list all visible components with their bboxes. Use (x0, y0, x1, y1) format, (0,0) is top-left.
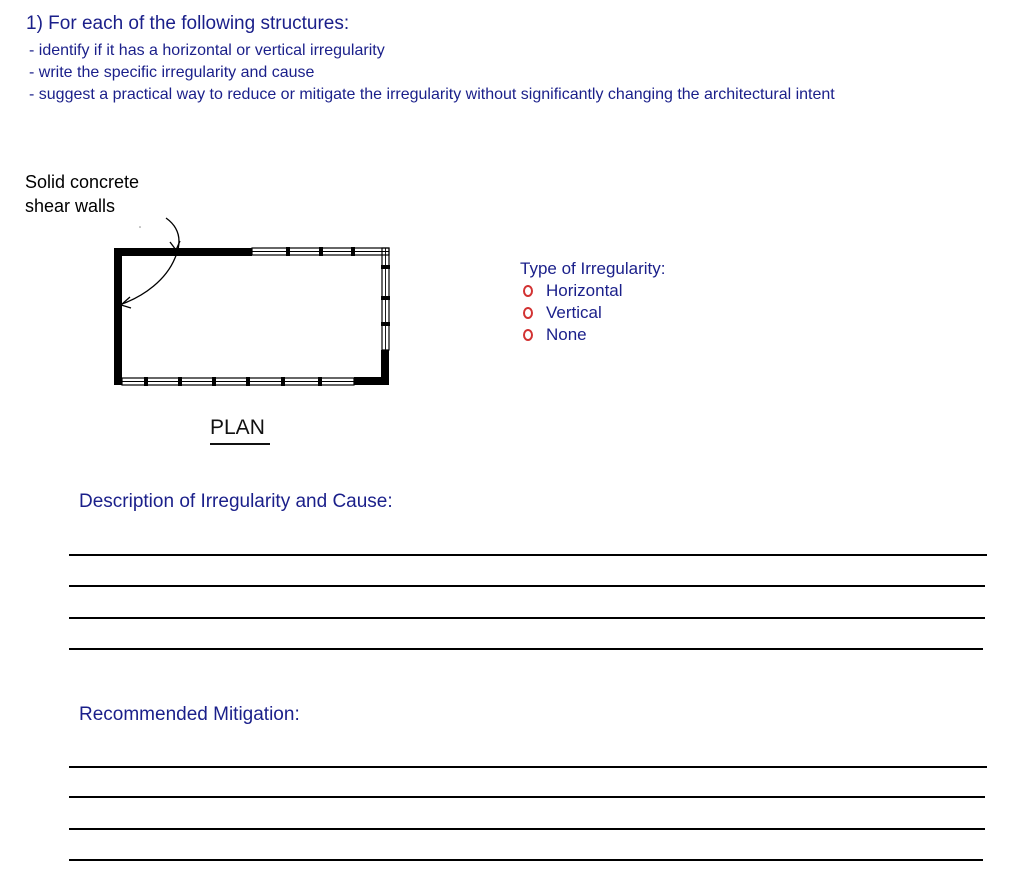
description-label: Description of Irregularity and Cause: (79, 491, 393, 512)
mitigation-line-1[interactable] (69, 742, 987, 768)
radio-vertical[interactable] (523, 307, 533, 319)
description-line-2[interactable] (69, 561, 985, 587)
option-horizontal-label: Horizontal (546, 281, 623, 300)
shear-wall-top (114, 248, 252, 256)
description-line-4[interactable] (69, 624, 983, 650)
frame-wall-right (381, 248, 390, 350)
mitigation-line-4[interactable] (69, 835, 983, 861)
mitigation-label: Recommended Mitigation: (79, 704, 300, 725)
shear-wall-left (114, 248, 122, 385)
option-vertical-label: Vertical (546, 303, 602, 322)
description-line-1[interactable] (69, 530, 987, 556)
shear-wall-bottom-right (354, 377, 389, 385)
frame-wall-bottom (122, 377, 354, 386)
option-none[interactable] (520, 324, 666, 346)
instruction-item: - suggest a practical way to reduce or mitigate the irregularity without significantly changing the architectural intent (29, 86, 835, 103)
question-title: 1) For each of the following structures: (26, 13, 350, 34)
instruction-item: - write the specific irregularity and cause (29, 64, 315, 81)
plan-underline (210, 443, 270, 445)
option-vertical[interactable] (520, 302, 666, 324)
radio-none[interactable] (523, 329, 533, 341)
option-horizontal[interactable] (520, 280, 666, 302)
irregularity-type-title: Type of Irregularity: (520, 259, 666, 278)
description-line-3[interactable] (69, 593, 985, 619)
floor-plan-diagram (100, 210, 400, 400)
irregularity-type-group (520, 258, 666, 346)
shear-wall-label-line1: Solid concrete (25, 172, 140, 192)
plan-label: PLAN (210, 416, 265, 439)
shear-wall-label-line2: shear walls (25, 196, 116, 216)
frame-wall-top (252, 247, 389, 256)
leader-arrow (122, 218, 179, 304)
mitigation-line-2[interactable] (69, 772, 985, 798)
instruction-item: - identify if it has a horizontal or vertical irregularity (29, 42, 385, 59)
radio-horizontal[interactable] (523, 285, 533, 297)
instruction-list (29, 40, 835, 106)
mitigation-line-3[interactable] (69, 804, 985, 830)
option-none-label: None (546, 325, 587, 344)
